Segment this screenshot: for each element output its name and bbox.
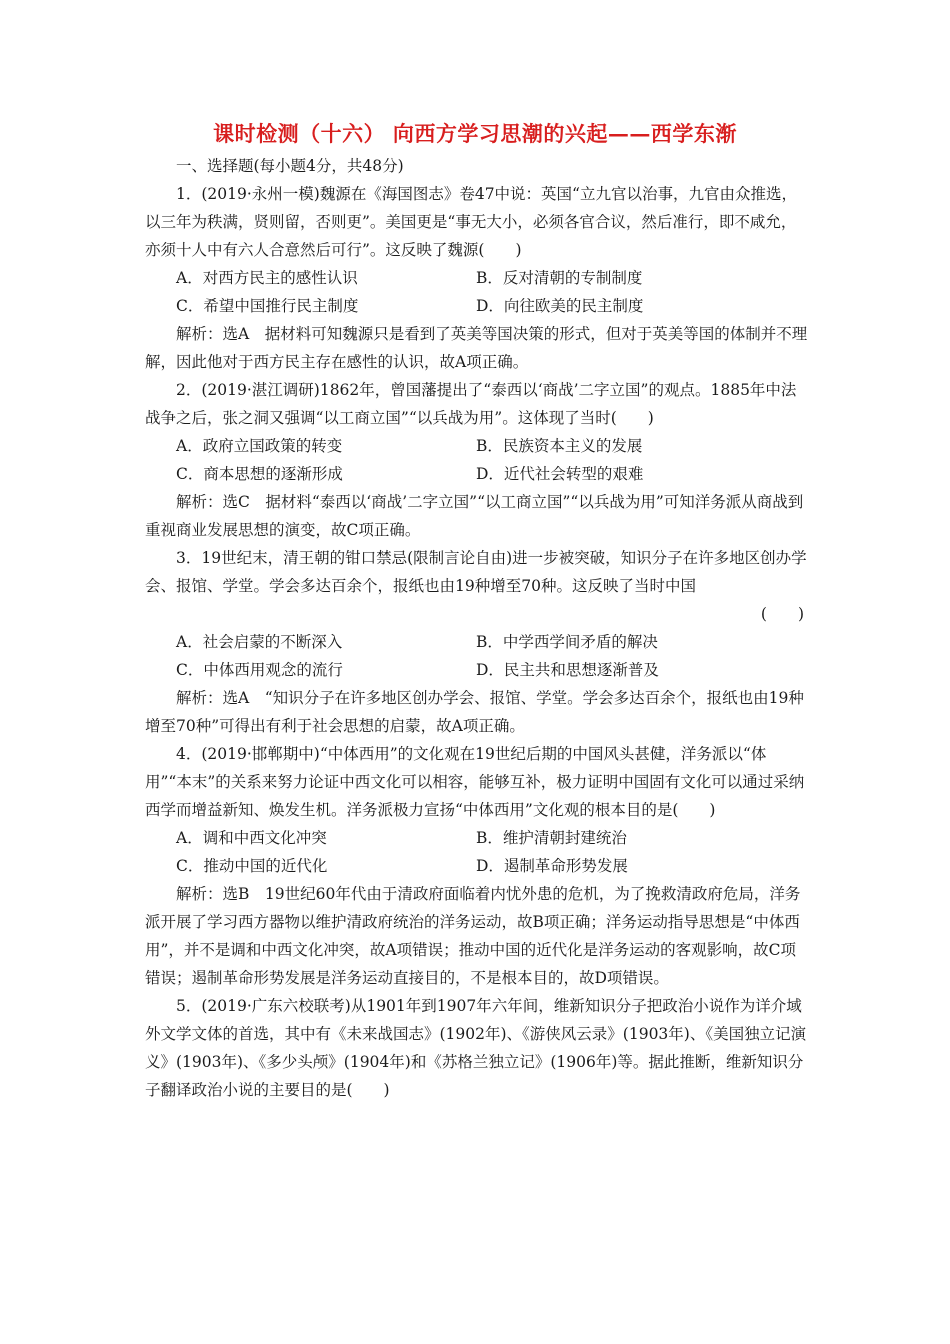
option-b: B．维护清朝封建统治 (476, 829, 627, 847)
question-stem: 1．(2019·永州一模)魏源在《海国图志》卷47中说：英国“立九官以治事，九官由众推选，以三年为秩满，贤则留，否则更”。美国更是“事无大小，必须各官合议，然后准行，即不咸允，亦须十人中有六人合意然后可行”。这反映了魏源( ) (145, 185, 797, 259)
option-d: D．民主共和思想逐渐普及 (476, 661, 659, 679)
options-row (145, 852, 810, 880)
option-b: B．反对清朝的专制制度 (476, 269, 643, 287)
analysis: 解析：选C 据材料“泰西以‘商战’二字立国”“以工商立国”“以兵战为用”可知洋务派从商战到重视商业发展思想的演变，故C项正确。 (145, 493, 804, 539)
option-a: A．对西方民主的感性认识 (176, 269, 358, 287)
option-d: D．近代社会转型的艰难 (476, 465, 644, 483)
question-stem: 2．(2019·湛江调研)1862年，曾国藩提出了“泰西以‘商战’二字立国”的观点。1885年中法战争之后，张之洞又强调“以工商立国”“以兵战为用”。这体现了当时( ) (145, 381, 797, 427)
option-d: D．向往欧美的民主制度 (476, 297, 644, 315)
options-row (145, 656, 810, 684)
options-row (145, 460, 810, 488)
analysis: 解析：选B 19世纪60年代由于清政府面临着内忧外患的危机，为了挽救清政府危局，洋务派开展了学习西方器物以维护清政府统治的洋务运动，故B项正确；洋务运动指导思想是“中体西用”，并不是调和中西文化冲突，故A项错误；推动中国的近代化是洋务运动的客观影响，故C项错误；遏制革命形势发展是洋务运动直接目的，不是根本目的，故D项错误。 (145, 885, 801, 987)
options-row (145, 824, 810, 852)
question-stem: 3．19世纪末，清王朝的钳口禁忌(限制言论自由)进一步被突破，知识分子在许多地区创办学会、报馆、学堂。学会多达百余个，报纸也由19种增至70种。这反映了当时中国 (145, 549, 807, 595)
answer-paren: ( ) (760, 605, 804, 623)
option-c: C．推动中国的近代化 (176, 857, 328, 875)
page-title: 课时检测（十六） 向西方学习思潮的兴起——西学东渐 (213, 121, 737, 146)
options-row (145, 628, 810, 656)
section-heading: 一、选择题(每小题4分，共48分) (176, 157, 404, 175)
option-a: A．政府立国政策的转变 (176, 437, 343, 455)
option-b: B．中学西学间矛盾的解决 (476, 633, 658, 651)
analysis: 解析：选A “知识分子在许多地区创办学会、报馆、学堂。学会多达百余个，报纸也由19种增至70种”可得出有利于社会思想的启蒙，故A项正确。 (145, 689, 804, 735)
options-row (145, 264, 810, 292)
options-row (145, 292, 810, 320)
option-a: A．调和中西文化冲突 (176, 829, 327, 847)
option-d: D．遏制革命形势发展 (476, 857, 628, 875)
option-a: A．社会启蒙的不断深入 (176, 633, 343, 651)
option-c: C．希望中国推行民主制度 (176, 297, 359, 315)
question-stem: 5．(2019·广东六校联考)从1901年到1907年六年间，维新知识分子把政治小说作为详介域外文学文体的首选，其中有《未来战国志》(1902年)、《游侠风云录》(1903年)、《美国独立记演义》(1903年)、《多少头颅》(1904年)和《苏格兰独立记》(1906年)等。据此推断，维新知识分子翻译政治小说的主要目的是( ) (145, 997, 807, 1099)
option-c: C．中体西用观念的流行 (176, 661, 343, 679)
options-row (145, 432, 810, 460)
analysis: 解析：选A 据材料可知魏源只是看到了英美等国决策的形式，但对于英美等国的体制并不理解，因此他对于西方民主存在感性的认识，故A项正确。 (145, 325, 808, 371)
document-body (145, 152, 810, 1104)
question-stem: 4．(2019·邯郸期中)“中体西用”的文化观在19世纪后期的中国风头甚健，洋务派以“体用”“本末”的关系来努力论证中西文化可以相容，能够互补，极力证明中国固有文化可以通过采纳西学而增益新知、焕发生机。洋务派极力宣扬“中体西用”文化观的根本目的是( ) (145, 745, 805, 819)
option-b: B．民族资本主义的发展 (476, 437, 643, 455)
option-c: C．商本思想的逐渐形成 (176, 465, 343, 483)
